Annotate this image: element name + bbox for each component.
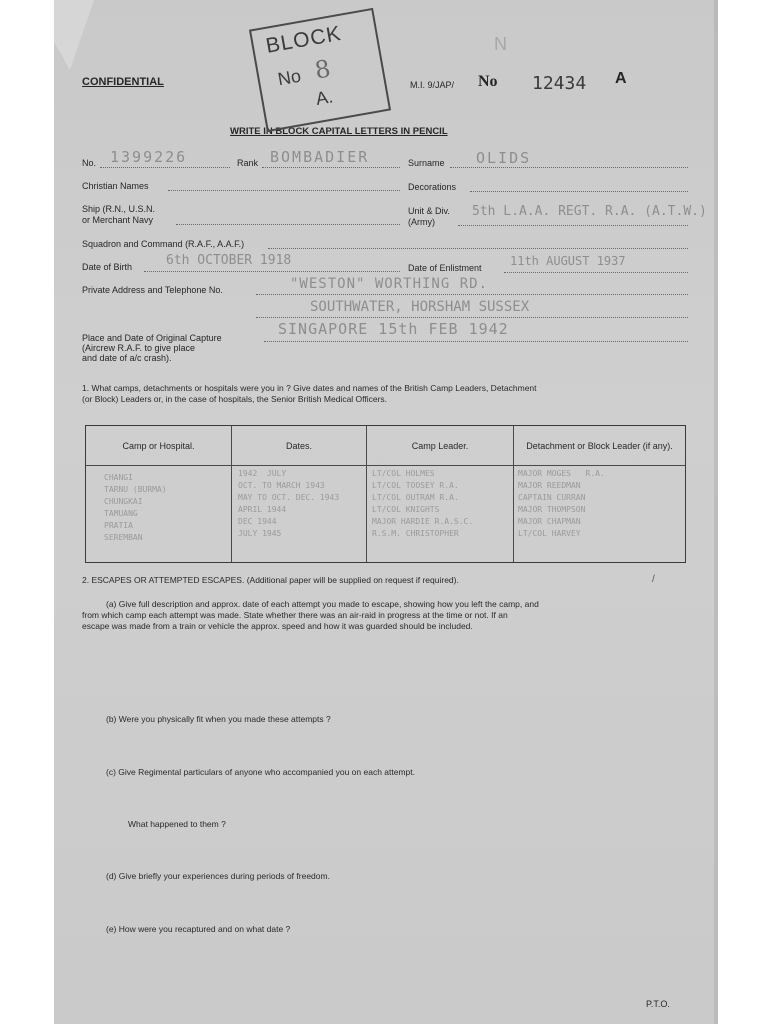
block-stamp bbox=[249, 8, 391, 132]
christian-names-label: Christian Names bbox=[82, 181, 149, 191]
decorations-line bbox=[470, 191, 688, 192]
question-2a-line-2: from which camp each attempt was made. State whether there was an air-raid in progress at the time or not. If an bbox=[82, 610, 508, 620]
question-2d: (d) Give briefly your experiences during periods of freedom. bbox=[106, 871, 330, 881]
pencil-tick: / bbox=[652, 574, 655, 585]
decorations-label: Decorations bbox=[408, 182, 457, 192]
confidential-label: CONFIDENTIAL bbox=[82, 76, 164, 88]
question-1-line-1: 1. What camps, detachments or hospitals were you in ? Give dates and names of the British Camp Leaders, Detachment bbox=[82, 383, 537, 393]
rank-value[interactable]: BOMBADIER bbox=[270, 148, 370, 166]
rank-line bbox=[262, 167, 400, 168]
camp-table bbox=[85, 425, 686, 563]
capture-label-3: and date of a/c crash). bbox=[82, 353, 172, 363]
instruction-heading: WRITE IN BLOCK CAPITAL LETTERS IN PENCIL bbox=[230, 126, 448, 137]
table-header-detachment: Detachment or Block Leader (if any). bbox=[514, 426, 685, 466]
form-page bbox=[54, 0, 718, 1024]
surname-line bbox=[450, 167, 688, 168]
address-label: Private Address and Telephone No. bbox=[82, 285, 223, 295]
unit-line bbox=[458, 225, 688, 226]
question-2-title: 2. ESCAPES OR ATTEMPTED ESCAPES. (Additional paper will be supplied on request if required). bbox=[82, 575, 459, 585]
table-cell-detachment[interactable]: MAJOR MOGES R.A. MAJOR REEDMAN CAPTAIN CURRAN MAJOR THOMPSON MAJOR CHAPMAN LT/COL HARVEY bbox=[518, 469, 605, 538]
unit-label: Unit & Div. bbox=[408, 206, 450, 216]
capture-value[interactable]: SINGAPORE 15th FEB 1942 bbox=[278, 320, 509, 338]
form-suffix: A bbox=[615, 70, 627, 87]
form-code: M.I. 9/JAP/ bbox=[410, 80, 455, 90]
question-2a-line-3: escape was made from a train or vehicle the approx. speed and how it was guarded should be included. bbox=[82, 621, 473, 631]
address-value-2[interactable]: SOUTHWATER, HORSHAM SUSSEX bbox=[310, 299, 530, 315]
address-line-2 bbox=[256, 317, 688, 318]
question-2c-sub: What happened to them ? bbox=[128, 819, 226, 829]
address-value-1[interactable]: "WESTON" WORTHING RD. bbox=[290, 276, 489, 292]
dob-value[interactable]: 6th OCTOBER 1918 bbox=[166, 253, 292, 268]
stamp-block-number: 8 bbox=[312, 54, 333, 85]
form-number: 12434 bbox=[532, 73, 587, 94]
no-label: No. bbox=[82, 158, 97, 168]
surname-label: Surname bbox=[408, 158, 445, 168]
rank-label: Rank bbox=[237, 158, 259, 168]
dob-label: Date of Birth bbox=[82, 262, 133, 272]
pto-label: P.T.O. bbox=[646, 999, 670, 1009]
table-cell-leaders[interactable]: LT/COL HOLMES LT/COL TOOSEY R.A. LT/COL OUTRAM R.A. LT/COL KNIGHTS MAJOR HARDIE R.A.S.C. R.S.M. CHRISTOPHER bbox=[372, 469, 474, 538]
ship-line bbox=[176, 224, 400, 225]
christian-names-line bbox=[168, 190, 400, 191]
question-2c: (c) Give Regimental particulars of anyone who accompanied you on each attempt. bbox=[106, 767, 415, 777]
stamp-block-text: BLOCK bbox=[264, 21, 344, 58]
table-cell-camps[interactable]: CHANGI TARNU (BURMA) CHUNGKAI TAMUANG PRATIA SEREMBAN bbox=[104, 473, 167, 542]
no-value[interactable]: 1399226 bbox=[110, 148, 188, 166]
capture-label: Place and Date of Original Capture bbox=[82, 333, 222, 343]
capture-line bbox=[264, 341, 688, 342]
paper-tear bbox=[54, 0, 94, 70]
page-edge-shadow bbox=[714, 0, 718, 1024]
question-2b: (b) Were you physically fit when you made these attempts ? bbox=[106, 714, 331, 724]
enlistment-line bbox=[504, 272, 688, 273]
top-handwritten-note: N bbox=[494, 34, 507, 54]
question-2a-line-1: (a) Give full description and approx. date of each attempt you made to escape, showing how you left the camp, and bbox=[106, 599, 539, 609]
surname-value[interactable]: OLIDS bbox=[476, 149, 532, 167]
question-1-line-2: (or Block) Leaders or, in the case of hospitals, the Senior British Medical Officers. bbox=[82, 394, 388, 404]
squadron-label: Squadron and Command (R.A.F., A.A.F.) bbox=[82, 239, 245, 249]
enlistment-label: Date of Enlistment bbox=[408, 263, 482, 273]
unit-label-2: (Army) bbox=[408, 217, 435, 227]
squadron-line bbox=[268, 248, 688, 249]
dob-line bbox=[144, 271, 400, 272]
table-cell-dates[interactable]: 1942 JULY OCT. TO MARCH 1943 MAY TO OCT. DEC. 1943 APRIL 1944 DEC 1944 JULY 1945 bbox=[238, 469, 340, 538]
table-header-leader: Camp Leader. bbox=[367, 426, 514, 466]
address-line-1 bbox=[256, 294, 688, 295]
table-header-camp: Camp or Hospital. bbox=[86, 426, 232, 466]
enlistment-value[interactable]: 11th AUGUST 1937 bbox=[510, 254, 626, 268]
stamp-no-text: No bbox=[276, 65, 303, 90]
question-2e: (e) How were you recaptured and on what date ? bbox=[106, 924, 291, 934]
ship-label: Ship (R.N., U.S.N. bbox=[82, 204, 156, 214]
capture-label-2: (Aircrew R.A.F. to give place bbox=[82, 343, 196, 353]
unit-value[interactable]: 5th L.A.A. REGT. R.A. (A.T.W.) bbox=[472, 204, 707, 219]
no-line bbox=[100, 167, 230, 168]
number-label: No bbox=[478, 73, 498, 90]
table-header-dates: Dates. bbox=[232, 426, 367, 466]
stamp-letter: A. bbox=[314, 86, 335, 109]
ship-label-2: or Merchant Navy bbox=[82, 215, 154, 225]
